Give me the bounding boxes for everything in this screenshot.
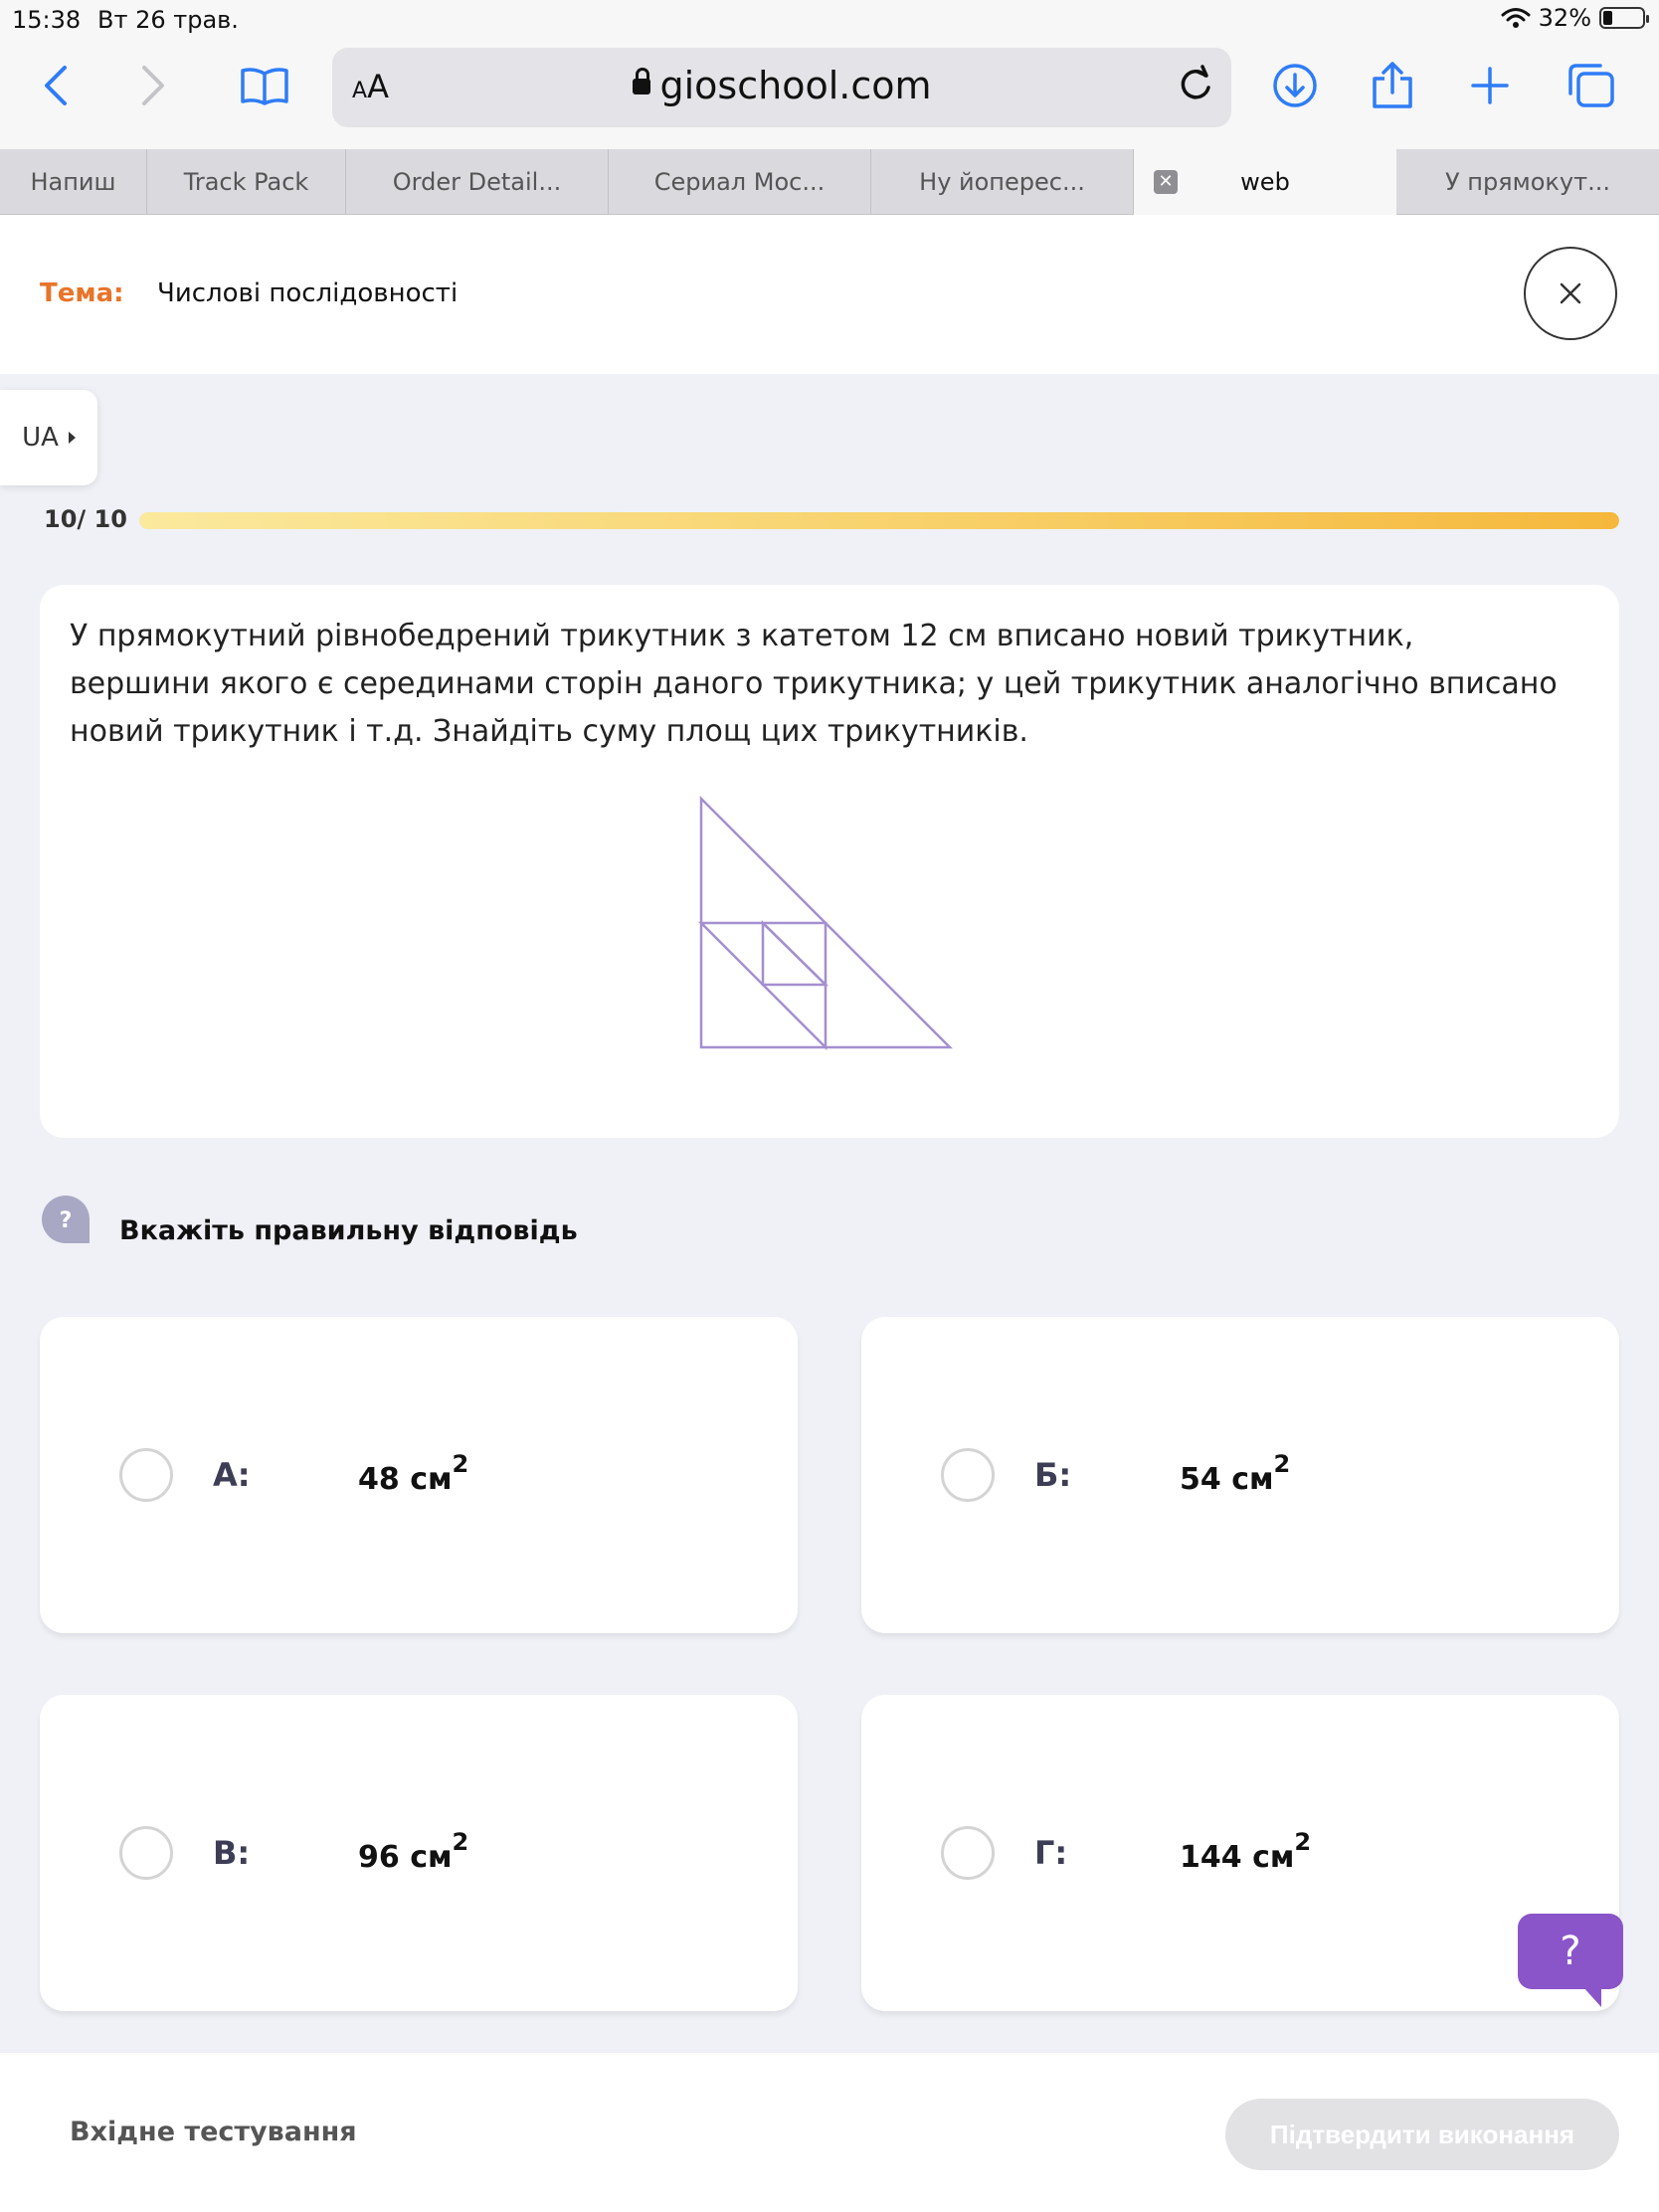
answer-exponent: 2 [452,1450,469,1478]
url-display [332,64,1231,107]
status-time: 15:38 [12,6,82,34]
close-tab-icon[interactable]: ✕ [1154,170,1178,194]
question-text: У прямокутний рівнобедрений трикутник з катетом 12 см вписано новий трикутник, вершини якого є серединами сторін даного трикутника; у цей трикутник аналогічно вписано новий трикутник і т.д. Знайдіть суму площ цих трикутників. [70,619,1558,749]
chevron-left-icon [41,64,71,107]
browser-tabs [0,149,1659,215]
topic-label: Тема: [40,278,124,308]
language-switch[interactable] [0,390,97,485]
answer-value: 48 $см^2$ [358,1450,469,1497]
language-label: UA [22,423,59,453]
browser-tab[interactable]: Ну йоперес... [871,149,1134,215]
browser-tab-label: web [1240,168,1290,196]
answer-letter: Б: [1034,1456,1072,1494]
browser-tab-active[interactable] [1134,149,1396,215]
browser-tab[interactable]: Сериал Мос... [609,149,871,215]
url-text: gioschool.com [659,64,932,107]
battery-level [1603,11,1612,25]
wifi-icon [1501,7,1531,29]
radio-button[interactable] [941,1448,995,1502]
radio-button[interactable] [119,1448,173,1502]
answer-value: 54 $см^2$ [1180,1450,1291,1497]
caret-right-icon [69,432,76,444]
new-tab-button[interactable] [1460,56,1520,115]
answer-exponent: 2 [1273,1450,1291,1478]
answer-letter: В: [213,1834,251,1872]
status-indicators [1501,4,1645,32]
question-bubble-icon [40,1194,92,1245]
browser-tab[interactable]: У прямокут... [1445,168,1610,196]
progress-fill [139,512,1619,529]
radio-button[interactable] [941,1826,995,1880]
answer-exponent: 2 [1294,1828,1312,1856]
battery-percent: 32% [1538,4,1591,32]
progress-bar [139,512,1619,529]
topic-title: Числові послідовності [157,278,459,308]
question-card [40,585,1619,1138]
reload-icon[interactable] [1176,62,1215,105]
chevron-right-icon [138,64,168,107]
nested-triangles-figure [696,794,955,1062]
browser-tab[interactable]: Track Pack [147,149,346,215]
answer-letter: А: [213,1456,251,1494]
status-bar [0,0,1659,38]
forward-button[interactable] [123,56,183,115]
lock-icon [633,79,650,94]
topic-header [0,215,1659,374]
radio-button[interactable] [119,1826,173,1880]
help-question-icon: ? [1560,1929,1581,1974]
entry-test-link[interactable]: Вхідне тестування [70,2117,357,2147]
help-chat-button[interactable] [1518,1914,1623,1989]
browser-tab[interactable]: Напиш [0,149,147,215]
close-icon [1559,281,1582,305]
answer-value: 144 $см^2$ [1180,1828,1312,1875]
close-button[interactable] [1524,247,1617,340]
answer-option-v[interactable] [40,1695,798,2011]
share-button[interactable] [1363,56,1422,115]
browser-tab[interactable]: Order Detail... [346,149,609,215]
browser-toolbar [0,38,1659,149]
tabs-overview-button[interactable] [1562,56,1621,115]
share-icon [1371,61,1414,110]
answer-option-b[interactable] [861,1317,1619,1633]
answer-value: 96 $см^2$ [358,1828,469,1875]
answer-option-g[interactable] [861,1695,1619,2011]
download-icon [1271,62,1319,109]
progress-counter: 10/ 10 [44,505,127,533]
bookmarks-button[interactable] [235,56,294,115]
confirm-button[interactable]: Підтвердити виконання [1225,2099,1619,2170]
answer-exponent: 2 [452,1828,469,1856]
answer-option-a[interactable] [40,1317,798,1633]
footer [0,2053,1659,2212]
instruction-text: Вкажіть правильну відповідь [119,1215,578,1246]
answer-letter: Г: [1034,1834,1068,1872]
downloads-button[interactable] [1265,56,1325,115]
back-button[interactable] [26,56,86,115]
address-bar[interactable] [332,48,1231,127]
text-size-button[interactable]: AA [352,68,389,105]
svg-text:?: ? [59,1208,73,1233]
battery-icon [1599,7,1645,29]
plus-icon [1470,66,1510,105]
book-icon [240,66,289,105]
tabs-icon [1567,62,1616,109]
status-date: Вт 26 трав. [97,6,239,34]
